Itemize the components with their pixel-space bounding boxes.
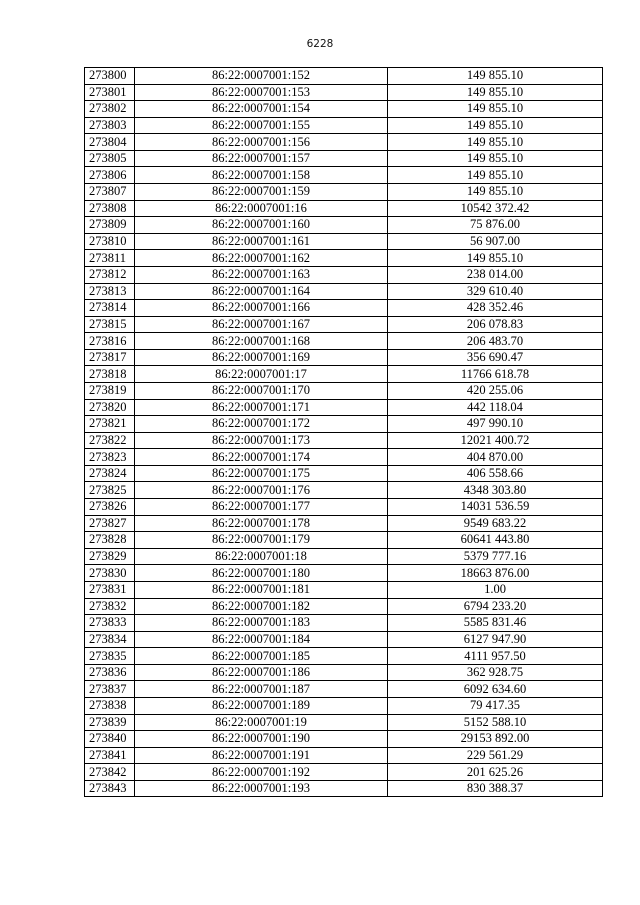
cadastral-value-cell: 6092 634.60 <box>388 681 603 698</box>
row-number-cell: 273826 <box>85 499 135 516</box>
row-number-cell: 273818 <box>85 366 135 383</box>
table-body <box>85 68 603 797</box>
cadastral-value-cell: 14031 536.59 <box>388 499 603 516</box>
cadastral-value-cell: 229 561.29 <box>388 747 603 764</box>
table-row <box>85 581 603 598</box>
cadastral-value-cell: 29153 892.00 <box>388 731 603 748</box>
cadastral-number-cell: 86:22:0007001:168 <box>135 333 388 350</box>
cadastral-value-cell: 830 388.37 <box>388 780 603 797</box>
cadastral-value-cell: 79 417.35 <box>388 697 603 714</box>
cadastral-value-cell: 5152 588.10 <box>388 714 603 731</box>
row-number-cell: 273820 <box>85 399 135 416</box>
row-number-cell: 273830 <box>85 565 135 582</box>
cadastral-number-cell: 86:22:0007001:190 <box>135 731 388 748</box>
table-row <box>85 217 603 234</box>
table-row <box>85 664 603 681</box>
page-number: 6228 <box>306 38 334 50</box>
table-row <box>85 333 603 350</box>
cadastral-value-cell: 12021 400.72 <box>388 432 603 449</box>
cadastral-value-cell: 9549 683.22 <box>388 515 603 532</box>
table-row <box>85 681 603 698</box>
cadastral-number-cell: 86:22:0007001:156 <box>135 134 388 151</box>
table-row <box>85 101 603 118</box>
cadastral-value-cell: 11766 618.78 <box>388 366 603 383</box>
table-row <box>85 714 603 731</box>
row-number-cell: 273836 <box>85 664 135 681</box>
row-number-cell: 273837 <box>85 681 135 698</box>
table-row <box>85 780 603 797</box>
row-number-cell: 273843 <box>85 780 135 797</box>
cadastral-number-cell: 86:22:0007001:17 <box>135 366 388 383</box>
cadastral-number-cell: 86:22:0007001:160 <box>135 217 388 234</box>
cadastral-number-cell: 86:22:0007001:193 <box>135 780 388 797</box>
cadastral-number-cell: 86:22:0007001:184 <box>135 631 388 648</box>
cadastral-number-cell: 86:22:0007001:16 <box>135 200 388 217</box>
row-number-cell: 273841 <box>85 747 135 764</box>
table-row <box>85 465 603 482</box>
row-number-cell: 273806 <box>85 167 135 184</box>
table-row <box>85 283 603 300</box>
cadastral-value-cell: 329 610.40 <box>388 283 603 300</box>
table-row <box>85 482 603 499</box>
table-row <box>85 167 603 184</box>
table-row <box>85 300 603 317</box>
cadastral-value-cell: 149 855.10 <box>388 167 603 184</box>
row-number-cell: 273832 <box>85 598 135 615</box>
cadastral-value-cell: 5585 831.46 <box>388 615 603 632</box>
cadastral-value-cell: 149 855.10 <box>388 117 603 134</box>
cadastral-number-cell: 86:22:0007001:157 <box>135 150 388 167</box>
row-number-cell: 273828 <box>85 532 135 549</box>
cadastral-value-cell: 149 855.10 <box>388 134 603 151</box>
table-row <box>85 432 603 449</box>
row-number-cell: 273813 <box>85 283 135 300</box>
cadastral-value-table <box>84 67 603 797</box>
row-number-cell: 273831 <box>85 581 135 598</box>
row-number-cell: 273819 <box>85 382 135 399</box>
row-number-cell: 273835 <box>85 648 135 665</box>
cadastral-number-cell: 86:22:0007001:159 <box>135 184 388 201</box>
row-number-cell: 273823 <box>85 449 135 466</box>
cadastral-value-cell: 238 014.00 <box>388 266 603 283</box>
row-number-cell: 273834 <box>85 631 135 648</box>
table-row <box>85 316 603 333</box>
cadastral-value-cell: 149 855.10 <box>388 101 603 118</box>
row-number-cell: 273815 <box>85 316 135 333</box>
cadastral-value-cell: 75 876.00 <box>388 217 603 234</box>
table-row <box>85 150 603 167</box>
cadastral-number-cell: 86:22:0007001:174 <box>135 449 388 466</box>
table-row <box>85 184 603 201</box>
table-row <box>85 598 603 615</box>
cadastral-number-cell: 86:22:0007001:173 <box>135 432 388 449</box>
cadastral-value-cell: 60641 443.80 <box>388 532 603 549</box>
cadastral-number-cell: 86:22:0007001:158 <box>135 167 388 184</box>
row-number-cell: 273829 <box>85 548 135 565</box>
cadastral-value-cell: 149 855.10 <box>388 68 603 85</box>
cadastral-number-cell: 86:22:0007001:176 <box>135 482 388 499</box>
table-row <box>85 515 603 532</box>
row-number-cell: 273839 <box>85 714 135 731</box>
row-number-cell: 273825 <box>85 482 135 499</box>
row-number-cell: 273801 <box>85 84 135 101</box>
cadastral-number-cell: 86:22:0007001:167 <box>135 316 388 333</box>
cadastral-number-cell: 86:22:0007001:175 <box>135 465 388 482</box>
table-row <box>85 532 603 549</box>
cadastral-value-cell: 149 855.10 <box>388 250 603 267</box>
cadastral-value-cell: 5379 777.16 <box>388 548 603 565</box>
cadastral-value-cell: 4111 957.50 <box>388 648 603 665</box>
cadastral-number-cell: 86:22:0007001:187 <box>135 681 388 698</box>
table-row <box>85 449 603 466</box>
cadastral-value-cell: 428 352.46 <box>388 300 603 317</box>
row-number-cell: 273817 <box>85 349 135 366</box>
table-row <box>85 200 603 217</box>
cadastral-number-cell: 86:22:0007001:180 <box>135 565 388 582</box>
cadastral-value-cell: 149 855.10 <box>388 184 603 201</box>
cadastral-number-cell: 86:22:0007001:191 <box>135 747 388 764</box>
table-row <box>85 250 603 267</box>
table-row <box>85 648 603 665</box>
table-row <box>85 399 603 416</box>
cadastral-number-cell: 86:22:0007001:192 <box>135 764 388 781</box>
row-number-cell: 273838 <box>85 697 135 714</box>
cadastral-number-cell: 86:22:0007001:18 <box>135 548 388 565</box>
cadastral-number-cell: 86:22:0007001:189 <box>135 697 388 714</box>
cadastral-number-cell: 86:22:0007001:181 <box>135 581 388 598</box>
table-row <box>85 382 603 399</box>
row-number-cell: 273827 <box>85 515 135 532</box>
table-row <box>85 366 603 383</box>
row-number-cell: 273804 <box>85 134 135 151</box>
cadastral-value-cell: 406 558.66 <box>388 465 603 482</box>
cadastral-value-cell: 10542 372.42 <box>388 200 603 217</box>
table-row <box>85 68 603 85</box>
row-number-cell: 273821 <box>85 416 135 433</box>
cadastral-number-cell: 86:22:0007001:179 <box>135 532 388 549</box>
row-number-cell: 273807 <box>85 184 135 201</box>
cadastral-value-cell: 404 870.00 <box>388 449 603 466</box>
table-row <box>85 615 603 632</box>
row-number-cell: 273840 <box>85 731 135 748</box>
cadastral-number-cell: 86:22:0007001:169 <box>135 349 388 366</box>
cadastral-number-cell: 86:22:0007001:162 <box>135 250 388 267</box>
cadastral-number-cell: 86:22:0007001:186 <box>135 664 388 681</box>
table-row <box>85 416 603 433</box>
row-number-cell: 273822 <box>85 432 135 449</box>
row-number-cell: 273812 <box>85 266 135 283</box>
table-row <box>85 697 603 714</box>
table-row <box>85 565 603 582</box>
cadastral-number-cell: 86:22:0007001:171 <box>135 399 388 416</box>
table-row <box>85 731 603 748</box>
cadastral-value-cell: 206 483.70 <box>388 333 603 350</box>
cadastral-number-cell: 86:22:0007001:170 <box>135 382 388 399</box>
cadastral-value-cell: 201 625.26 <box>388 764 603 781</box>
cadastral-number-cell: 86:22:0007001:183 <box>135 615 388 632</box>
table-row <box>85 349 603 366</box>
cadastral-number-cell: 86:22:0007001:152 <box>135 68 388 85</box>
table-row <box>85 134 603 151</box>
row-number-cell: 273808 <box>85 200 135 217</box>
row-number-cell: 273814 <box>85 300 135 317</box>
row-number-cell: 273842 <box>85 764 135 781</box>
cadastral-value-cell: 442 118.04 <box>388 399 603 416</box>
table-row <box>85 233 603 250</box>
cadastral-value-cell: 356 690.47 <box>388 349 603 366</box>
table-row <box>85 764 603 781</box>
table-row <box>85 117 603 134</box>
cadastral-value-cell: 18663 876.00 <box>388 565 603 582</box>
cadastral-number-cell: 86:22:0007001:153 <box>135 84 388 101</box>
row-number-cell: 273802 <box>85 101 135 118</box>
cadastral-value-cell: 497 990.10 <box>388 416 603 433</box>
cadastral-number-cell: 86:22:0007001:185 <box>135 648 388 665</box>
row-number-cell: 273805 <box>85 150 135 167</box>
cadastral-number-cell: 86:22:0007001:166 <box>135 300 388 317</box>
cadastral-number-cell: 86:22:0007001:154 <box>135 101 388 118</box>
cadastral-value-cell: 206 078.83 <box>388 316 603 333</box>
cadastral-value-cell: 6127 947.90 <box>388 631 603 648</box>
table-row <box>85 631 603 648</box>
cadastral-value-cell: 149 855.10 <box>388 84 603 101</box>
cadastral-value-cell: 6794 233.20 <box>388 598 603 615</box>
cadastral-number-cell: 86:22:0007001:19 <box>135 714 388 731</box>
table-row <box>85 548 603 565</box>
row-number-cell: 273809 <box>85 217 135 234</box>
cadastral-value-cell: 56 907.00 <box>388 233 603 250</box>
cadastral-number-cell: 86:22:0007001:163 <box>135 266 388 283</box>
cadastral-value-cell: 420 255.06 <box>388 382 603 399</box>
table-row <box>85 499 603 516</box>
cadastral-value-cell: 1.00 <box>388 581 603 598</box>
row-number-cell: 273810 <box>85 233 135 250</box>
table-row <box>85 84 603 101</box>
row-number-cell: 273800 <box>85 68 135 85</box>
cadastral-number-cell: 86:22:0007001:155 <box>135 117 388 134</box>
cadastral-number-cell: 86:22:0007001:177 <box>135 499 388 516</box>
cadastral-number-cell: 86:22:0007001:178 <box>135 515 388 532</box>
table-row <box>85 747 603 764</box>
row-number-cell: 273824 <box>85 465 135 482</box>
table-row <box>85 266 603 283</box>
cadastral-number-cell: 86:22:0007001:172 <box>135 416 388 433</box>
cadastral-number-cell: 86:22:0007001:182 <box>135 598 388 615</box>
row-number-cell: 273811 <box>85 250 135 267</box>
cadastral-value-cell: 149 855.10 <box>388 150 603 167</box>
cadastral-number-cell: 86:22:0007001:164 <box>135 283 388 300</box>
row-number-cell: 273816 <box>85 333 135 350</box>
cadastral-value-cell: 362 928.75 <box>388 664 603 681</box>
cadastral-value-cell: 4348 303.80 <box>388 482 603 499</box>
row-number-cell: 273803 <box>85 117 135 134</box>
cadastral-number-cell: 86:22:0007001:161 <box>135 233 388 250</box>
row-number-cell: 273833 <box>85 615 135 632</box>
